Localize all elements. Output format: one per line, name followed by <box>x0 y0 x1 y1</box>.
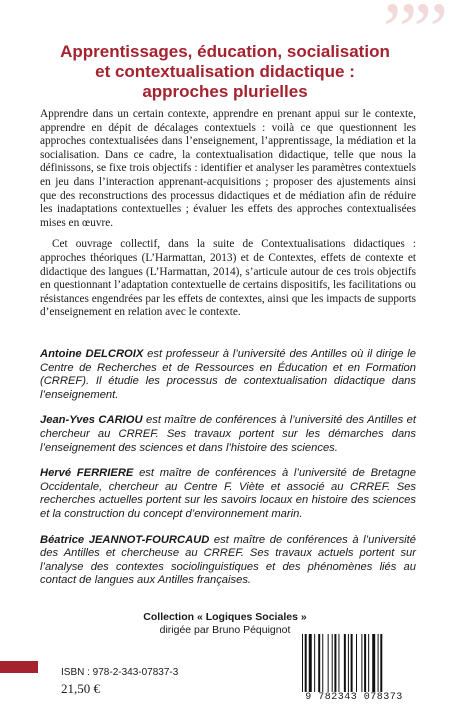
barcode-stripe <box>380 634 382 692</box>
barcode-bars <box>302 634 408 692</box>
author-bio-text: est maître de conférences à l’université de Bretagne Occidentale, chercheur au Centre F. Viète et associé au CRREF. Ses recherches actuelles portent sur les savoirs locaux en histoire des sciences et la construction du concept d’environnement marin. <box>40 467 416 520</box>
barcode-stripe <box>344 634 346 692</box>
title-line-2: et contextualisation didactique : <box>95 62 355 81</box>
barcode-stripe <box>361 634 362 692</box>
author-bio-text: est professeur à l’université des Antilles où il dirige le Centre de Recherches et de Ressources en Éducation et en Formation (CRREF). Il étudie les processus de contextualisation didactique dans l’enseignement. <box>40 348 416 401</box>
abstract-paragraph-2: Cet ouvrage collectif, dans la suite de Contextualisations didactiques : approches théoriques (L’Harmattan, 2013) et de Contextes, effets de contexte et didactique des langues (L’Harmattan, 2014), s’articule autour de ces trois objectifs en questionnant l’adaptation contextuelle de certains dispositifs, les facilitations ou résistances engendrées par les effets de contextes, ainsi que les impacts de supports d’enseignement en relation avec le contexte. <box>40 238 416 319</box>
author-bio <box>40 414 416 455</box>
quote-mark-decoration: ”” <box>382 0 444 73</box>
book-title <box>40 42 410 102</box>
abstract-paragraph-1: Apprendre dans un certain contexte, apprendre en prenant appui sur le contexte, apprendre en dépit de décalages contextuels : voilà ce que questionnent les approches contextualisées dans l’enseignement, l’apprentissage, la médiation et la socialisation. Dans ce cadre, la contextualisation didactique, telle que nous la définissons, se fixe trois objectifs : identifier et analyser les paramètres contextuels en jeu dans l’interaction apprenant-acquisitions ; proposer des ajustements ainsi que des reconstructions des processus didactiques et de médiation afin de réduire les inadaptations contextuelles ; évaluer les effets des approches contextualisées mises en œuvre. <box>40 108 416 229</box>
red-accent-bar <box>0 661 38 673</box>
barcode-digits: 9 782343 078373 <box>305 692 403 703</box>
author-bios <box>40 348 416 600</box>
barcode-stripe <box>305 634 307 692</box>
barcode-stripe <box>372 634 375 692</box>
barcode-stripe <box>378 634 379 692</box>
collection-director: dirigée par Bruno Péquignot <box>159 624 291 636</box>
barcode-stripe <box>351 634 353 692</box>
barcode-stripe <box>302 634 303 692</box>
collection-title: Collection « Logiques Sociales » <box>143 611 307 623</box>
barcode-stripe <box>318 634 320 692</box>
author-bio <box>40 534 416 588</box>
barcode-stripe <box>348 634 349 692</box>
barcode-stripe <box>332 634 333 692</box>
barcode-stripe <box>368 634 369 692</box>
author-bio <box>40 467 416 521</box>
barcode-stripe <box>314 634 315 692</box>
price: 21,50 € <box>61 681 100 696</box>
barcode-stripe <box>309 634 312 692</box>
author-bio <box>40 348 416 402</box>
barcode-stripe <box>334 634 336 692</box>
barcode-stripe <box>364 634 366 692</box>
barcode-stripe <box>328 634 329 692</box>
barcode-stripe <box>322 634 323 692</box>
author-bio-text: est maître de conférences à l’université des Antilles et chercheur au CRREF. Ses travaux portent sur les démarches dans l’enseignement des sciences et dans l’histoire des sciences. <box>40 414 416 454</box>
author-name: Jean-Yves CARIOU <box>40 414 143 427</box>
author-name: Hervé FERRIERE <box>40 467 134 480</box>
title-line-3: approches plurielles <box>142 82 308 101</box>
title-line-1: Apprentissages, éducation, socialisation <box>60 42 390 61</box>
author-bio-text: est maître de conférences à l’université des Antilles et chercheuse au CRREF. Ses travaux actuels portent sur l’analyse des contextes sociolinguistiques et des phénomènes liés au contact de langues aux Antilles françaises. <box>40 533 416 587</box>
isbn: ISBN : 978-2-343-07837-3 <box>61 667 179 678</box>
barcode-stripe <box>356 634 357 692</box>
barcode <box>296 634 412 706</box>
author-name: Antoine DELCROIX <box>40 348 144 360</box>
author-name: Béatrice JEANNOT-FOURCAUD <box>40 533 210 546</box>
barcode-stripe <box>338 634 339 692</box>
back-cover-abstract <box>40 108 416 328</box>
